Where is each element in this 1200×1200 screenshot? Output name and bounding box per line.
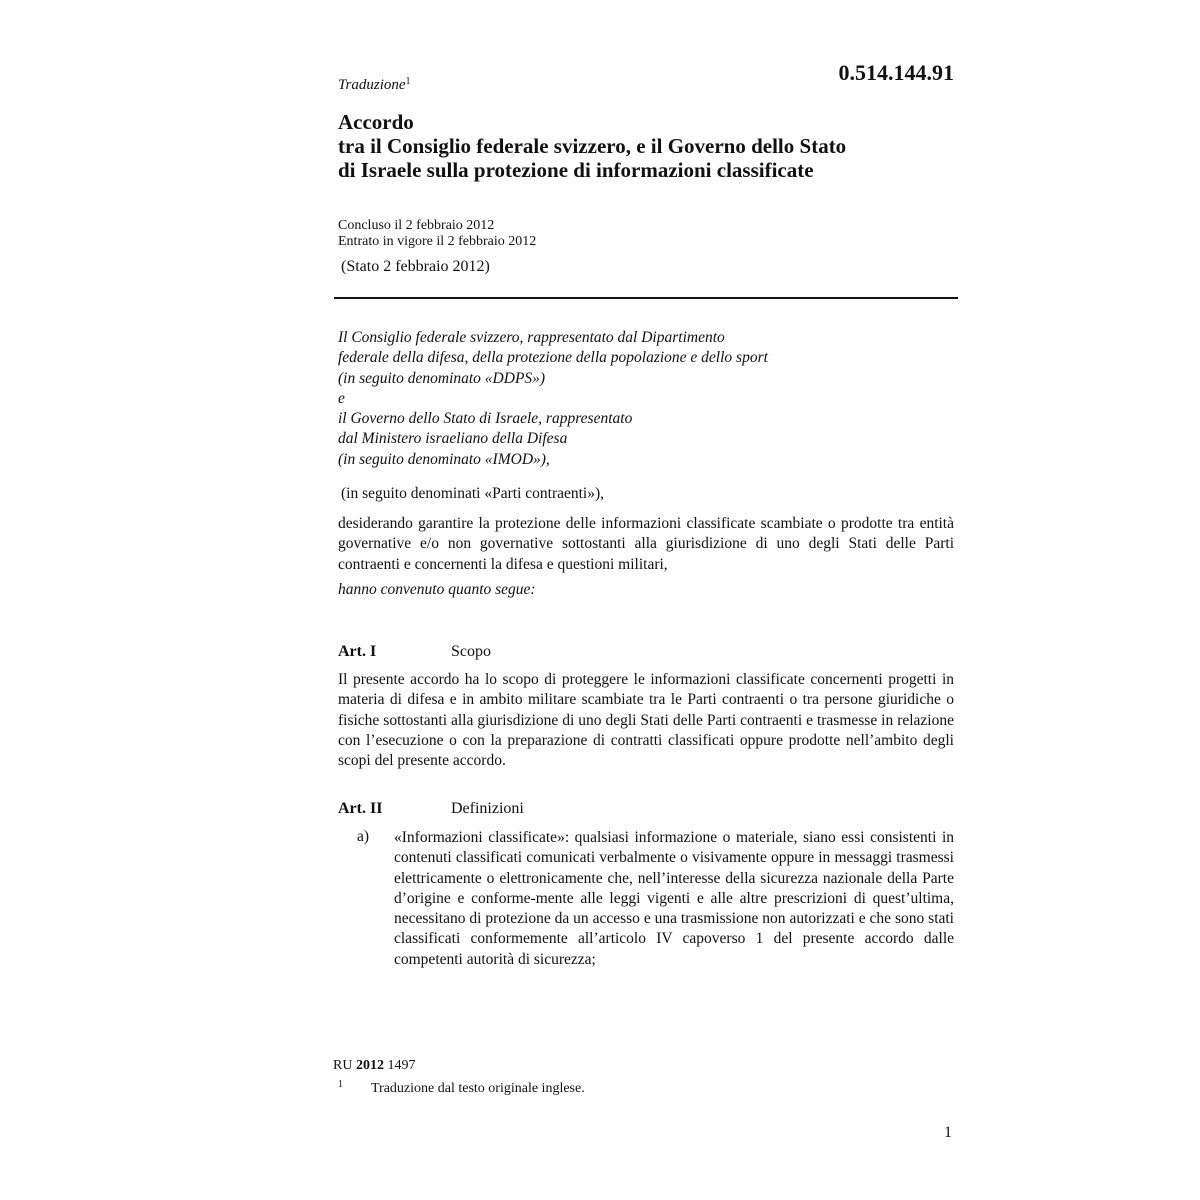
definition-item-text: «Informazioni classificate»: qualsiasi informazione o materiale, siano essi consistenti in contenuti classificati comunicati verbalmente o visivamente oppure in messaggi trasmessi elettricamente o elettronicamente che, nell’interesse della sicurezza nazionale della Parte d’origine e conforme-mente alle leggi vigenti e alle altre prescrizioni di quest’ultima, necessitano di protezione da un accesso e una trasmissione non autorizzati e che sono stati classificati conformemente all’articolo IV capoverso 1 del presente accordo dalle competenti autorità di sicurezza;	[394, 829, 954, 968]
title-line-2: tra il Consiglio federale svizzero, e il Governo dello Stato	[338, 134, 847, 158]
preamble-convened: hanno convenuto quanto segue:	[338, 581, 536, 598]
header-divider	[334, 297, 958, 299]
article-title: Scopo	[451, 643, 491, 660]
translation-label	[338, 76, 411, 94]
parties-line: (in seguito denominato «IMOD»),	[338, 450, 550, 468]
article-number: Art. II	[338, 800, 383, 817]
footnote-mark: 1	[338, 1079, 343, 1090]
parties-line: federale della difesa, della protezione della popolazione e dello sport	[338, 349, 768, 367]
parties-line: Il Consiglio federale svizzero, rappresentato dal Dipartimento	[338, 329, 725, 346]
article-title: Definizioni	[451, 800, 524, 817]
parties-line: (in seguito denominato «DDPS»)	[338, 369, 546, 387]
footnote-text: Traduzione dal testo originale inglese.	[371, 1081, 585, 1096]
preamble-text: desiderando garantire la protezione delle informazioni classificate scambiate o prodotte tra entità governative e/o non governative sottostanti alla giurisdizione di uno degli Stati delle Parti contraenti e concernenti la difesa e questioni militari,	[338, 515, 954, 573]
ru-reference	[333, 1058, 415, 1074]
article-number: Art. I	[338, 643, 377, 660]
in-force-date: Entrato in vigore il 2 febbraio 2012	[338, 234, 537, 249]
parties-line: e	[338, 389, 345, 407]
document-meta	[338, 218, 536, 250]
status-date: (Stato 2 febbraio 2012)	[341, 258, 490, 275]
ru-page: 1497	[387, 1058, 416, 1073]
article-2-heading	[338, 800, 958, 820]
document-title	[338, 110, 958, 182]
parties-line: dal Ministero israeliano della Difesa	[338, 430, 568, 448]
sr-number: 0.514.144.91	[838, 60, 954, 85]
concluded-date: Concluso il 2 febbraio 2012	[338, 218, 495, 233]
title-line-1: Accordo	[338, 110, 414, 134]
parties-referred-as: (in seguito denominati «Parti contraenti»),	[341, 485, 605, 502]
ru-year: 2012	[355, 1058, 384, 1073]
page-number: 1	[944, 1124, 952, 1141]
article-1-heading	[338, 643, 958, 663]
title-line-3: di Israele sulla protezione di informazioni classificate	[338, 158, 814, 182]
parties-line: il Governo dello Stato di Israele, rappresentato	[338, 410, 633, 428]
definition-item-label: a)	[357, 828, 370, 845]
article-1-body: Il presente accordo ha lo scopo di proteggere le informazioni classificate concernenti progetti in materia di difesa e in ambito militare scambiate tra le Parti contraenti o tra persone giuridiche o fisiche sottostanti alla giurisdizione di uno degli Stati delle Parti contraenti e trasmesse in relazione con l’esecuzione o con la preparazione di contratti classificati oppure prodotte nell’ambito degli scopi del presente accordo.	[338, 671, 954, 770]
translation-label-text: Traduzione	[338, 77, 406, 93]
translation-footnote-mark[interactable]: 1	[405, 76, 411, 87]
ru-prefix: RU	[333, 1058, 353, 1073]
parties-block	[338, 328, 958, 470]
